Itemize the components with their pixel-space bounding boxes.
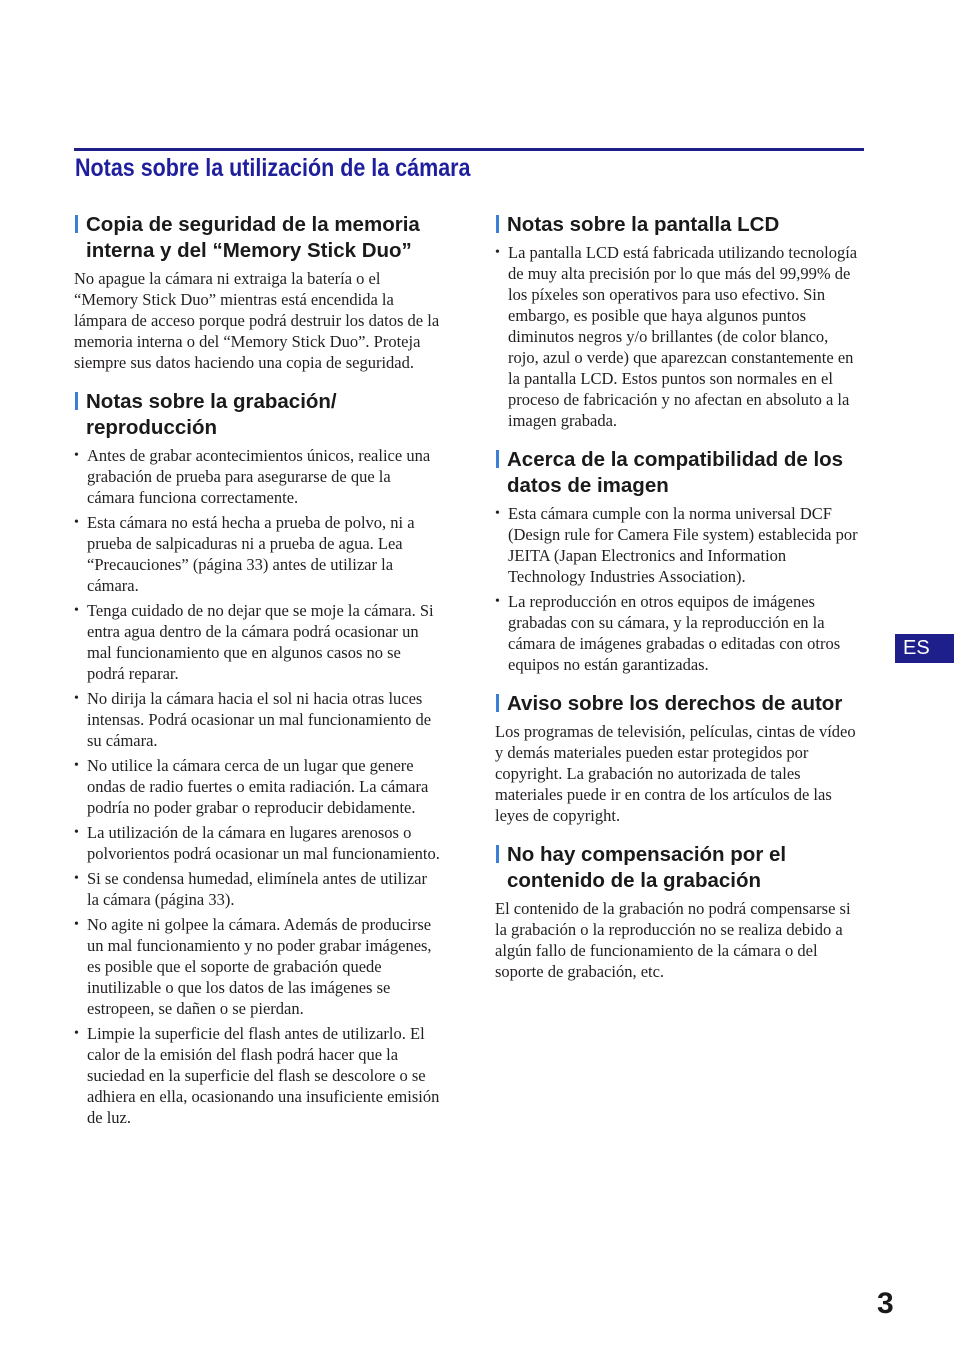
list-item: [74, 688, 440, 751]
section-title: Acerca de la compatibilidad de los datos de imagen: [507, 448, 844, 497]
section-marker-icon: [496, 450, 499, 468]
section-title: Notas sobre la pantalla LCD: [507, 213, 780, 236]
list-item: [74, 868, 440, 910]
section-compensation: [495, 842, 863, 982]
bullet-icon: •: [74, 448, 79, 463]
bullet-list: [495, 503, 863, 675]
section-text: Los programas de televisión, películas, cintas de vídeo y demás materiales pueden estar protegidos por copyright. La grabación no autorizada de tales materiales puede ir en contra de los artículos de las leyes de copyright.: [495, 722, 856, 825]
left-column: [74, 212, 440, 1144]
list-item-text: No utilice la cámara cerca de un lugar que genere ondas de radio fuertes o emita radiación. La cámara podría no poder grabar o reproducir debidamente.: [87, 756, 429, 817]
list-item-text: Si se condensa humedad, elimínela antes de utilizar la cámara (página 33).: [87, 869, 427, 909]
section-title: Notas sobre la grabación/ reproducción: [86, 390, 337, 439]
section-marker-icon: [496, 215, 499, 233]
list-item: [74, 755, 440, 818]
section-copyright: [495, 691, 863, 826]
list-item: [74, 1023, 440, 1128]
bullet-icon: •: [74, 691, 79, 706]
section-heading: [495, 842, 863, 894]
list-item: [495, 591, 863, 675]
section-marker-icon: [496, 845, 499, 863]
page-number: 3: [877, 1287, 894, 1320]
section-marker-icon: [75, 392, 78, 410]
list-item: [74, 600, 440, 684]
section-compatibility: [495, 447, 863, 675]
list-item: [74, 445, 440, 508]
page-title: Notas sobre la utilización de la cámara: [75, 154, 471, 182]
bullet-icon: •: [74, 603, 79, 618]
section-heading: [74, 389, 440, 441]
section-heading: [495, 691, 863, 717]
list-item: [74, 512, 440, 596]
list-item-text: Esta cámara no está hecha a prueba de polvo, ni a prueba de salpicaduras ni a prueba de agua. Lea “Precauciones” (página 33) antes de utilizar la cámara.: [87, 513, 415, 595]
list-item-text: Esta cámara cumple con la norma universal DCF (Design rule for Camera File system) establecida por JEITA (Japan Electronics and Information Technology Industries Association).: [508, 504, 858, 586]
list-item-text: No agite ni golpee la cámara. Además de producirse un mal funcionamiento y no poder grabar imágenes, es posible que el soporte de grabación quede inutilizable o que los datos de las imágenes se estropeen, se dañen o se pierdan.: [87, 915, 432, 1018]
bullet-list: [495, 242, 863, 431]
section-heading: [74, 212, 440, 264]
bullet-list: [74, 445, 440, 1128]
right-column: [495, 212, 863, 998]
section-title: No hay compensación por el contenido de la grabación: [507, 843, 787, 892]
list-item: [495, 242, 863, 431]
list-item-text: Tenga cuidado de no dejar que se moje la cámara. Si entra agua dentro de la cámara podrá ocasionar un mal funcionamiento que en algunos casos no se podrá reparar.: [87, 601, 434, 683]
list-item-text: No dirija la cámara hacia el sol ni hacia otras luces intensas. Podrá ocasionar un mal funcionamiento de su cámara.: [87, 689, 432, 750]
list-item-text: Antes de grabar acontecimientos únicos, realice una grabación de prueba para asegurarse de que la cámara funciona correctamente.: [87, 446, 431, 507]
list-item-text: Limpie la superficie del flash antes de utilizarlo. El calor de la emisión del flash podrá hacer que la suciedad en la superficie del flash se descolore o se adhiera en ella, ocasionando una insuficiente emisión de luz.: [87, 1024, 440, 1127]
section-marker-icon: [75, 215, 78, 233]
section-marker-icon: [496, 694, 499, 712]
section-text: No apague la cámara ni extraiga la batería o el “Memory Stick Duo” mientras está encendida la lámpara de acceso porque podrá destruir los datos de la memoria interna o del “Memory Stick Duo”. Proteja siempre sus datos haciendo una copia de seguridad.: [74, 269, 440, 372]
bullet-icon: •: [74, 871, 79, 886]
list-item: [74, 914, 440, 1019]
bullet-icon: •: [74, 917, 79, 932]
list-item: [495, 503, 863, 587]
language-tab: ES: [895, 634, 954, 663]
bullet-icon: •: [74, 758, 79, 773]
list-item: [74, 822, 440, 864]
list-item-text: La reproducción en otros equipos de imágenes grabadas con su cámara, y la reproducción en la cámara de imágenes grabadas o editadas con otros equipos no están garantizadas.: [508, 592, 841, 674]
section-heading: [495, 212, 863, 238]
bullet-icon: •: [74, 515, 79, 530]
bullet-icon: •: [74, 1026, 79, 1041]
bullet-icon: •: [495, 506, 500, 521]
bullet-icon: •: [74, 825, 79, 840]
section-lcd: [495, 212, 863, 431]
list-item-text: La pantalla LCD está fabricada utilizando tecnología de muy alta precisión por lo que más del 99,99% de los píxeles son operativos para uso efectivo. Sin embargo, es posible que haya algunos puntos diminutos negros y/o brillantes (de color blanco, rojo, azul o verde) que aparezcan constantemente en la pantalla LCD. Estos puntos son normales en el proceso de fabricación y no afectan en absoluto a la imagen grabada.: [508, 243, 858, 430]
section-recording: [74, 389, 440, 1128]
section-backup: [74, 212, 440, 373]
bullet-icon: •: [495, 245, 500, 260]
section-title: Copia de seguridad de la memoria interna y del “Memory Stick Duo”: [86, 213, 420, 262]
list-item-text: La utilización de la cámara en lugares arenosos o polvorientos podrá ocasionar un mal funcionamiento.: [87, 823, 440, 863]
section-text: El contenido de la grabación no podrá compensarse si la grabación o la reproducción no se realiza debido a algún fallo de funcionamiento de la cámara o del soporte de grabación, etc.: [495, 899, 851, 981]
section-title: Aviso sobre los derechos de autor: [507, 692, 843, 715]
section-heading: [495, 447, 863, 499]
bullet-icon: •: [495, 594, 500, 609]
